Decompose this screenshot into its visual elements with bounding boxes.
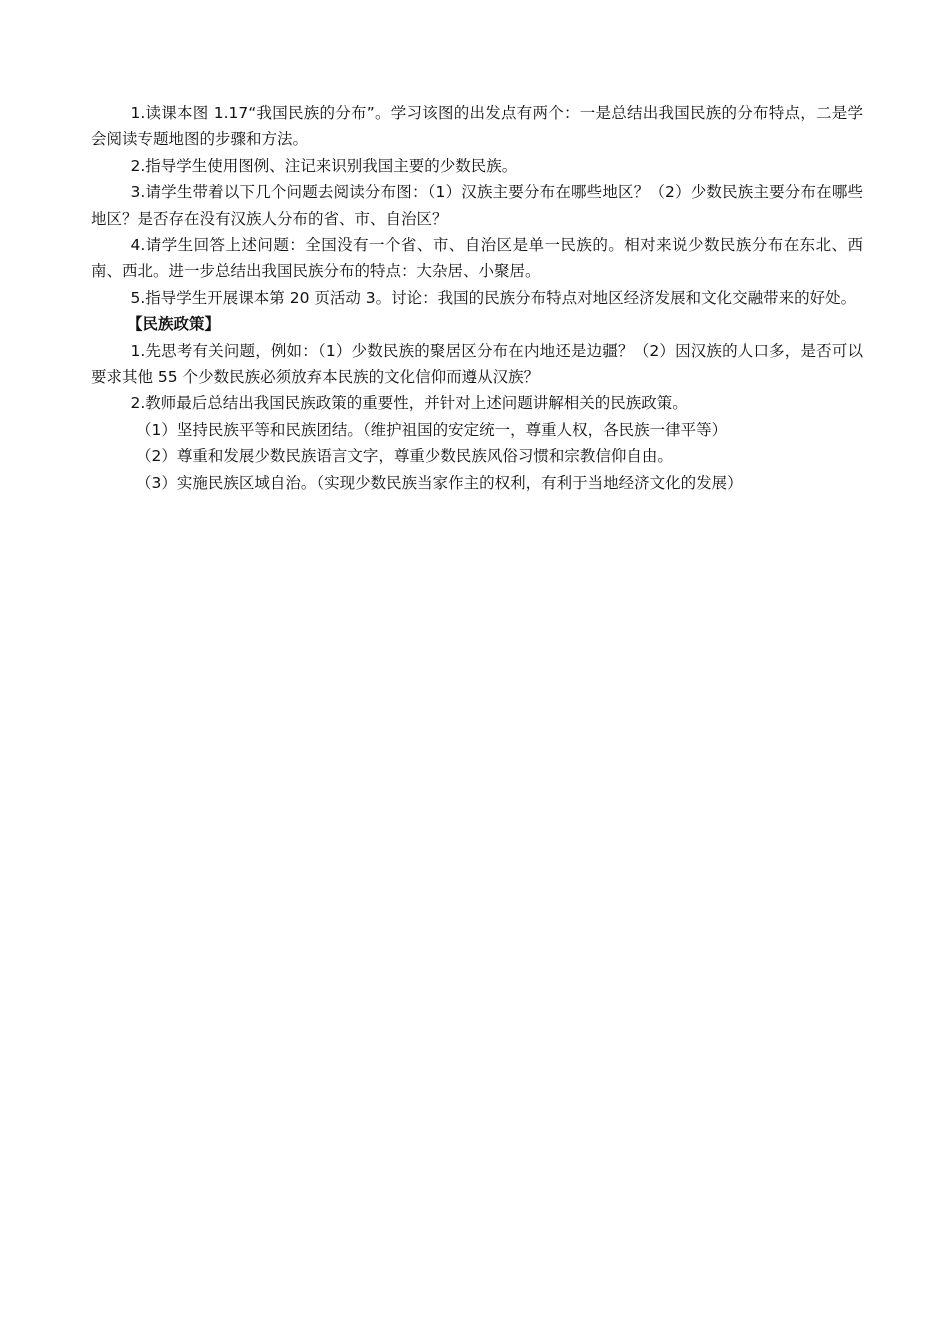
document-page — [91, 100, 863, 496]
policy-point-1: （1）坚持民族平等和民族团结。（维护祖国的安定统一，尊重人权，各民族一律平等） — [136, 420, 728, 439]
paragraph-legend: 2.指导学生使用图例、注记来识别我国主要的少数民族。 — [130, 156, 518, 175]
policy-point-3: （3）实施民族区域自治。（实现少数民族当家作主的权利，有利于当地经济文化的发展） — [136, 473, 743, 492]
paragraph-summary: 2.教师最后总结出我国民族政策的重要性，并针对上述问题讲解相关的民族政策。 — [130, 394, 688, 413]
section-heading-policy: 【民族政策】 — [127, 315, 221, 334]
policy-point-2: （2）尊重和发展少数民族语言文字，尊重少数民族风俗习惯和宗教信仰自由。 — [136, 447, 673, 466]
paragraph-answers: 4.请学生回答上述问题：全国没有一个省、市、自治区是单一民族的。相对来说少数民族分布在东北、西南、西北。进一步总结出我国民族分布的特点：大杂居、小聚居。 — [91, 236, 863, 281]
paragraph-think: 1.先思考有关问题，例如：（1）少数民族的聚居区分布在内地还是边疆？（2）因汉族的人口多，是否可以要求其他 55 个少数民族必须放弃本民族的文化信仰而遵从汉族？ — [91, 341, 863, 387]
paragraph-questions: 3.请学生带着以下几个问题去阅读分布图：（1）汉族主要分布在哪些地区？（2）少数民族主要分布在哪些地区？是否存在没有汉族人分布的省、市、自治区？ — [91, 183, 863, 228]
paragraph-read-map: 1.读课本图 1.17“我国民族的分布”。学习该图的出发点有两个：一是总结出我国民族的分布特点，二是学会阅读专题地图的步骤和方法。 — [91, 104, 863, 149]
paragraph-activity: 5.指导学生开展课本第 20 页活动 3。讨论：我国的民族分布特点对地区经济发展和文化交融带来的好处。 — [130, 288, 857, 307]
